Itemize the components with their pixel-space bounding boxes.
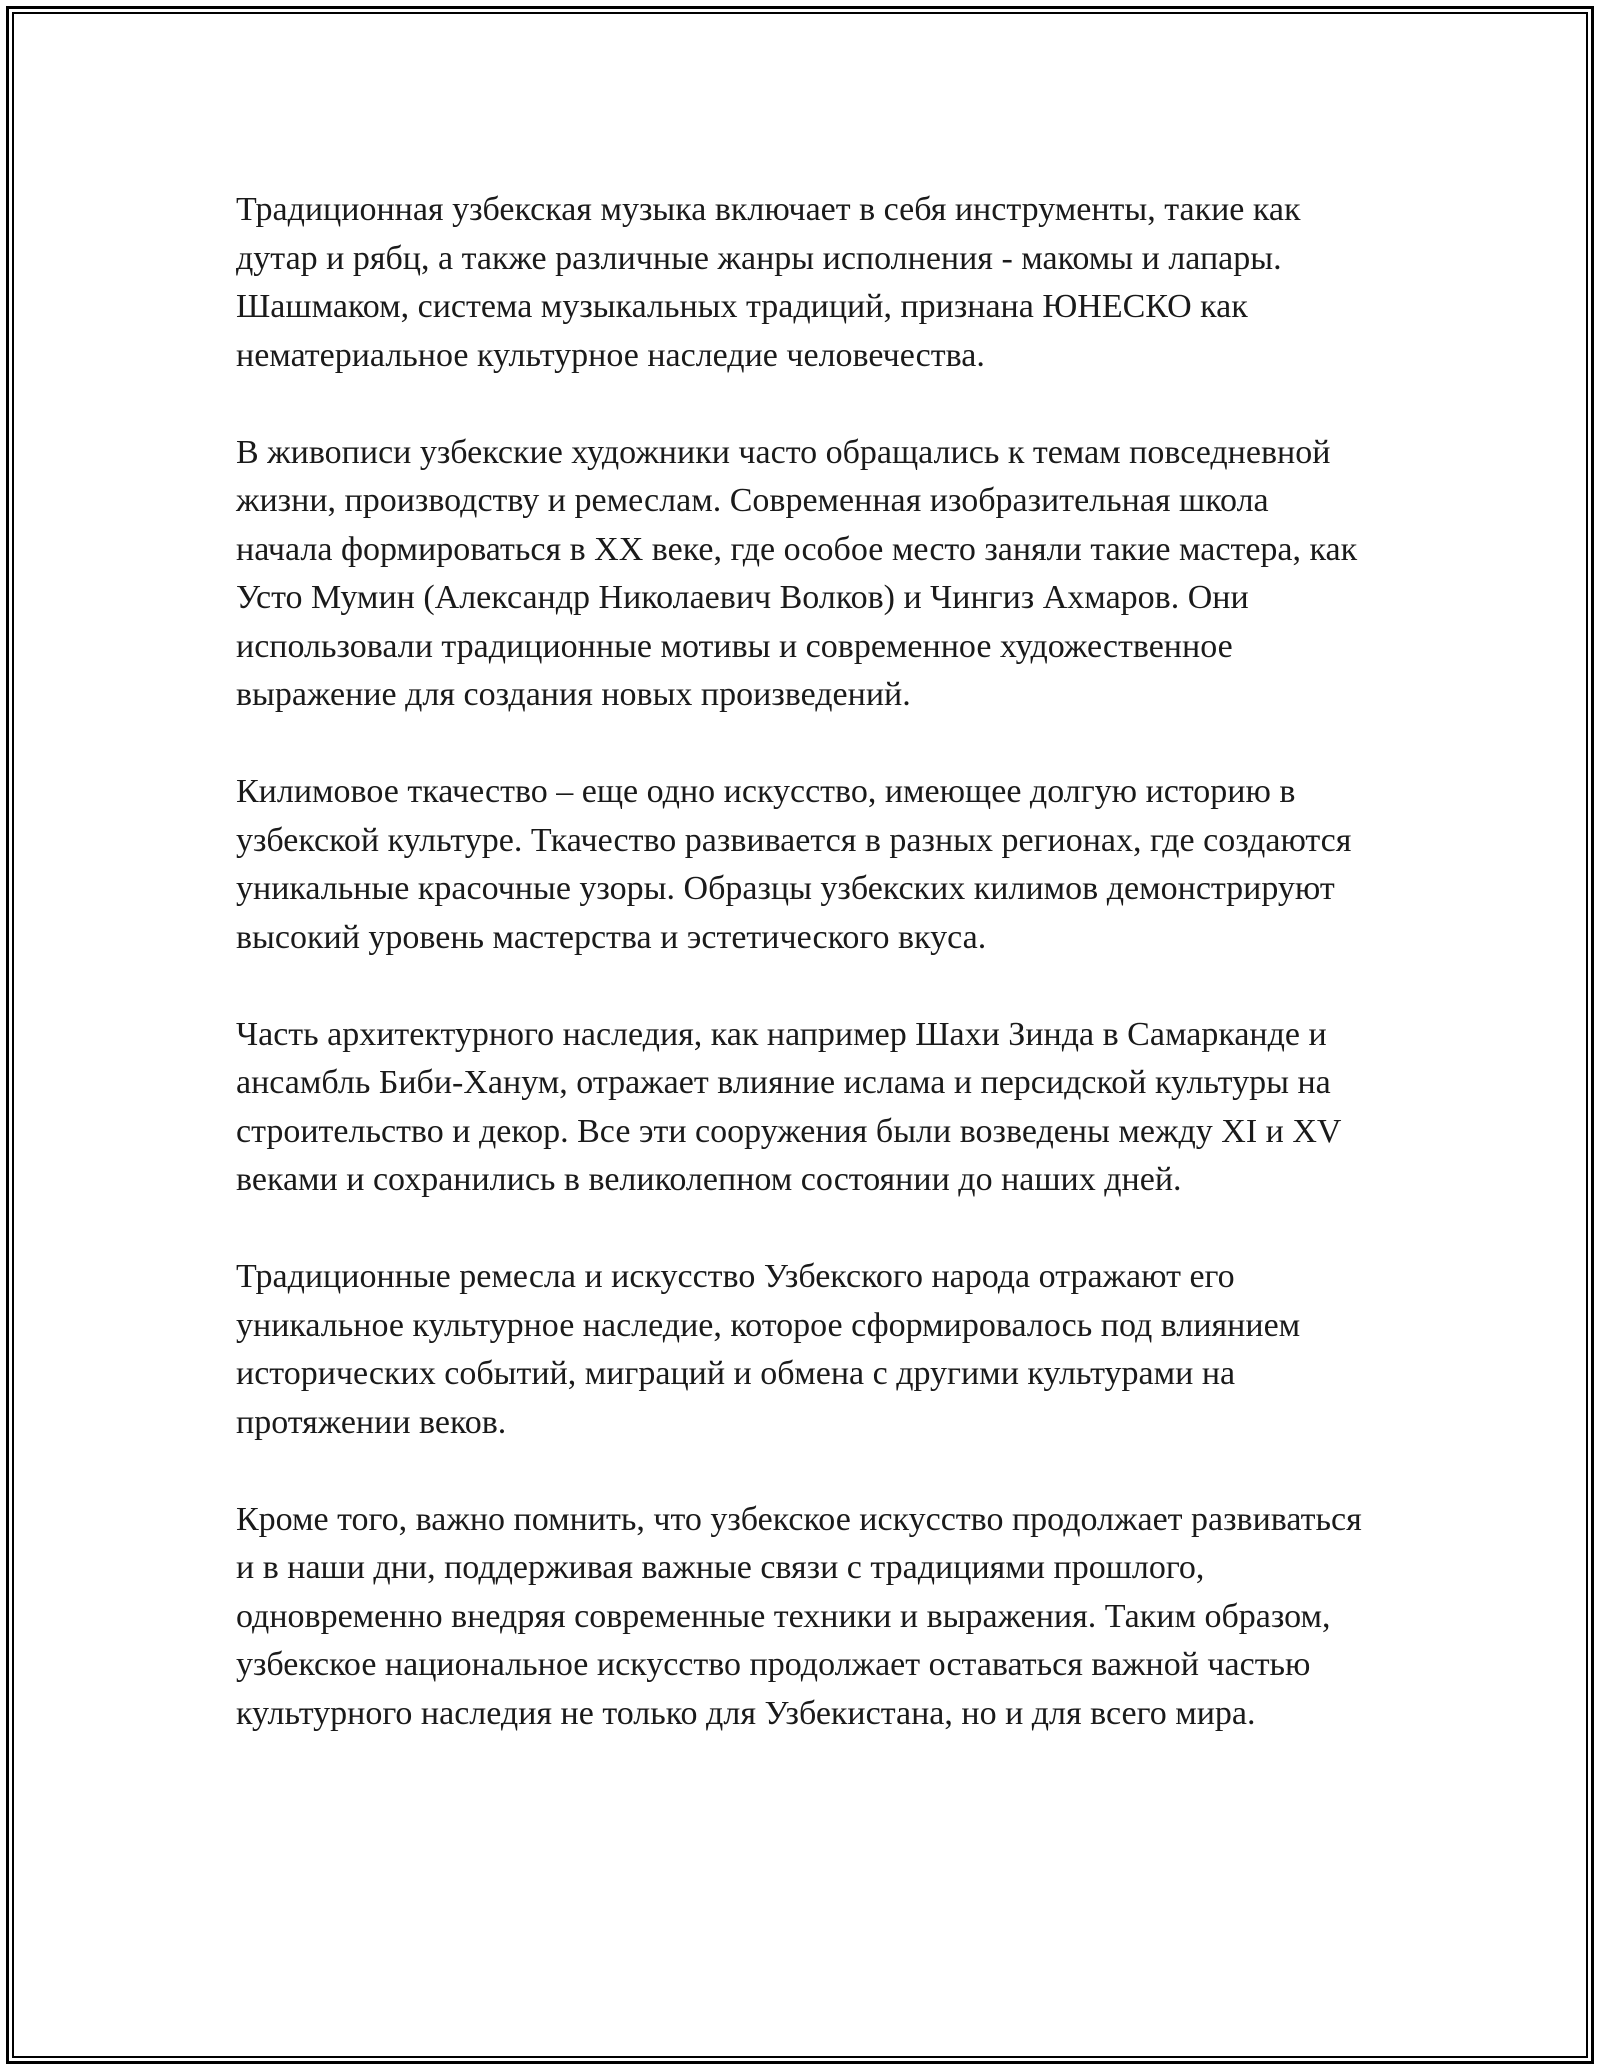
paragraph-kilim-weaving: Килимовое ткачество – еще одно искусство, имеющее долгую историю в узбекской культуре. Ткачество развивается в разных регионах, где создаются уникальные красочные узоры. Образцы узбекских килимов демонстрируют высокий уровень мастерства и эстетического вкуса. (236, 773, 1352, 956)
paragraph-crafts-heritage: Традиционные ремесла и искусство Узбекского народа отражают его уникальное культурное наследие, которое сформировалось под влиянием исторических событий, миграций и обмена с другими культурами на протяжении веков. (236, 1258, 1301, 1441)
document-body (236, 186, 1366, 1738)
paragraph-music: Традиционная узбекская музыка включает в себя инструменты, такие как дутар и рябц, а также различные жанры исполнения - макомы и лапары. Шашмаком, система музыкальных традиций, признана ЮНЕСКО как нематериальное культурное наследие человечества. (236, 191, 1301, 374)
paragraph-painting: В живописи узбекские художники часто обращались к темам повседневной жизни, производству и ремеслам. Современная изобразительная школа начала формироваться в XX веке, где особое место заняли такие мастера, как Усто Мумин (Александр Николаевич Волков) и Чингиз Ахмаров. Они использовали традиционные мотивы и современное художественное выражение для создания новых произведений. (236, 433, 1358, 713)
paragraph-architecture: Часть архитектурного наследия, как например Шахи Зинда в Самарканде и ансамбль Биби-Ханум, отражает влияние ислама и персидской культуры на строительство и декор. Все эти сооружения были возведены между XI и XV веками и сохранились в великолепном состоянии до наших дней. (236, 1015, 1341, 1198)
paragraph-modern-art: Кроме того, важно помнить, что узбекское искусство продолжает развиваться и в наши дни, поддерживая важные связи с традициями прошлого, одновременно внедряя современные техники и выражения. Таким образом, узбекское национальное искусство продолжает оставаться важной частью культурного наследия не только для Узбекистана, но и для всего мира. (236, 1500, 1362, 1732)
